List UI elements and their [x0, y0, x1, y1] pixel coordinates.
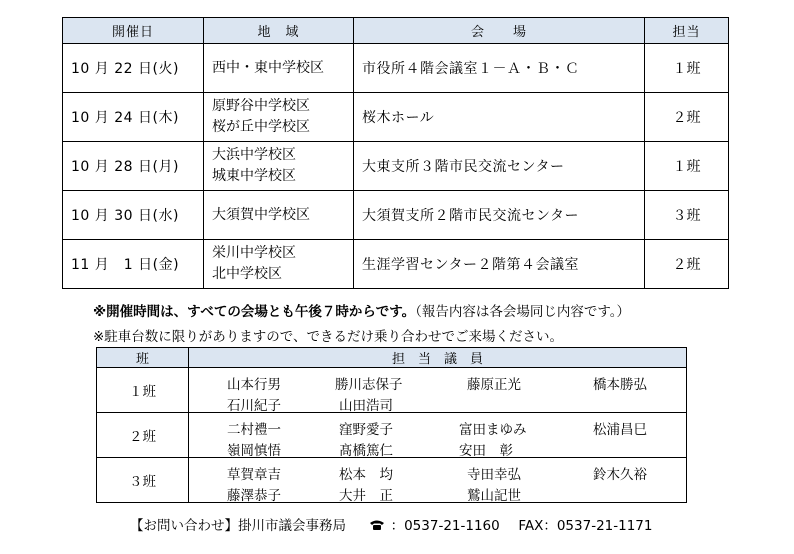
header-venue: 会 場	[354, 18, 645, 44]
members-row	[97, 368, 687, 413]
fax-number: FAX：0537-21-1171	[518, 518, 653, 534]
member-name: 藤原正光	[467, 377, 521, 393]
member-name: 鈴木久裕	[593, 467, 647, 483]
member-name: 寺田幸弘	[467, 467, 521, 483]
member-name: 二村禮一	[227, 422, 281, 438]
area-line: 北中学校区	[212, 266, 282, 282]
schedule-venue: 市役所４階会議室１－Ａ・Ｂ・Ｃ	[354, 44, 645, 93]
area-line: 城東中学校区	[212, 168, 296, 184]
schedule-area	[204, 191, 354, 240]
header-team: 担当	[645, 18, 729, 44]
schedule-team: ２班	[645, 240, 729, 289]
members-names	[189, 368, 687, 413]
schedule-header-row	[63, 18, 729, 44]
schedule-venue: 大須賀支所２階市民交流センター	[354, 191, 645, 240]
schedule-row	[63, 142, 729, 191]
schedule-row	[63, 93, 729, 142]
area-line: 栄川中学校区	[212, 245, 296, 261]
members-team: ２班	[97, 413, 189, 458]
schedule-area	[204, 44, 354, 93]
schedule-area	[204, 93, 354, 142]
member-name: 山本行男	[227, 377, 281, 393]
header-team: 班	[97, 348, 189, 368]
header-area: 地 域	[204, 18, 354, 44]
schedule-date: 10 月 22 日(火)	[63, 44, 204, 93]
time-note	[93, 300, 630, 320]
member-name: 髙橋篤仁	[339, 443, 393, 459]
schedule-team: ３班	[645, 191, 729, 240]
member-name: 藤澤恭子	[227, 488, 281, 504]
member-name: 窪野愛子	[339, 422, 393, 438]
schedule-table	[62, 17, 729, 289]
schedule-area	[204, 142, 354, 191]
contact-info	[130, 514, 652, 534]
members-table	[96, 347, 687, 503]
members-names	[189, 458, 687, 503]
schedule-venue: 大東支所３階市民交流センター	[354, 142, 645, 191]
area-line: 大浜中学校区	[212, 147, 296, 163]
schedule-date: 10 月 24 日(木)	[63, 93, 204, 142]
time-note-bold: ※開催時間は、すべての会場とも午後７時からです。	[93, 304, 416, 320]
member-name: 草賀章吉	[227, 467, 281, 483]
header-date: 開催日	[63, 18, 204, 44]
phone-number: ：0537-21-1160	[390, 518, 500, 534]
schedule-row	[63, 240, 729, 289]
schedule-venue: 桜木ホール	[354, 93, 645, 142]
parking-note: ※駐車台数に限りがありますので、できるだけ乗り合わせでご来場ください。	[93, 329, 564, 345]
area-line: 桜が丘中学校区	[212, 119, 310, 135]
member-name: 大井 正	[339, 488, 393, 504]
member-name: 山田浩司	[339, 398, 393, 414]
area-line: 原野谷中学校区	[212, 98, 310, 114]
members-team: ３班	[97, 458, 189, 503]
telephone-icon	[369, 519, 385, 531]
schedule-row	[63, 44, 729, 93]
member-name: 安田 彰	[459, 443, 513, 459]
schedule-area	[204, 240, 354, 289]
members-header-row	[97, 348, 687, 368]
member-name: 橋本勝弘	[593, 377, 647, 393]
member-name: 勝川志保子	[335, 377, 403, 393]
members-names	[189, 413, 687, 458]
area-line: 西中・東中学校区	[212, 59, 324, 76]
schedule-team: １班	[645, 44, 729, 93]
schedule-venue: 生涯学習センター２階第４会議室	[354, 240, 645, 289]
members-team: １班	[97, 368, 189, 413]
schedule-date: 11 月 1 日(金)	[63, 240, 204, 289]
members-row	[97, 413, 687, 458]
time-note-paren: （報告内容は各会場同じ内容です。）	[415, 304, 631, 320]
schedule-team: ２班	[645, 93, 729, 142]
member-name: 富田まゆみ	[459, 422, 527, 438]
member-name: 嶺岡慎悟	[227, 443, 281, 459]
member-name: 鷲山記世	[467, 488, 521, 504]
area-line: 大須賀中学校区	[212, 206, 310, 223]
members-row	[97, 458, 687, 503]
member-name: 松浦昌巳	[593, 422, 647, 438]
member-name: 松本 均	[339, 467, 393, 483]
schedule-date: 10 月 30 日(水)	[63, 191, 204, 240]
schedule-date: 10 月 28 日(月)	[63, 142, 204, 191]
contact-label: 【お問い合わせ】掛川市議会事務局	[130, 518, 346, 534]
member-name: 石川紀子	[227, 398, 281, 414]
header-members: 担 当 議 員	[189, 348, 687, 368]
schedule-row	[63, 191, 729, 240]
schedule-team: １班	[645, 142, 729, 191]
